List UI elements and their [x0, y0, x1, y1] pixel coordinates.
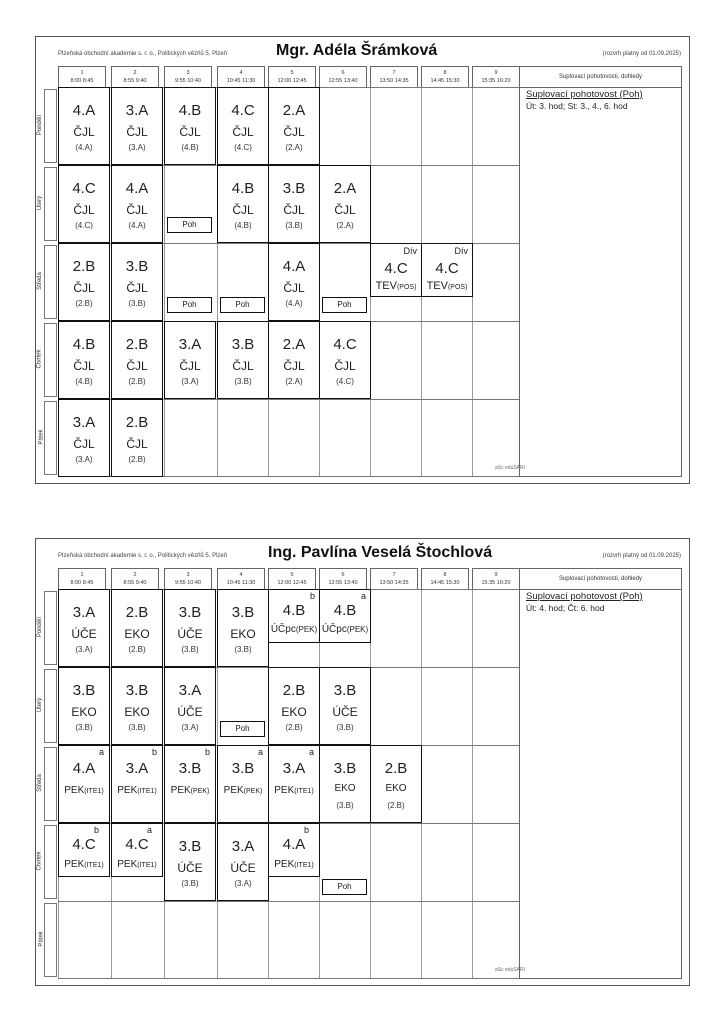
lesson-thu-5[interactable]: b 4.A PEK(ITE1) — [268, 823, 320, 877]
supervision-column — [519, 87, 682, 477]
lesson-tue-1[interactable]: 3.B EKO (3.B) — [58, 667, 110, 745]
lesson-tue-4[interactable]: 4.B ČJL (4.B) — [217, 165, 269, 243]
lesson-wed-3[interactable]: b 3.B PEK(PEK) — [164, 745, 216, 823]
lesson-mon-3[interactable]: 3.B ÚČE (3.B) — [164, 589, 216, 667]
supervision-title: Suplovací pohotovost (Poh) — [526, 89, 643, 100]
period-header-2: 2 8:55 9:40 — [111, 568, 159, 590]
period-header-5: 5 12:00 12:45 — [268, 66, 316, 88]
lesson-wed-2[interactable]: 3.B ČJL (3.B) — [111, 243, 163, 321]
lesson-wed-8[interactable]: Dív 4.C TEV(POS) — [421, 243, 473, 297]
lesson-thu-2[interactable]: a 4.C PEK(ITE1) — [111, 823, 163, 877]
lesson-thu-4[interactable]: 3.B ČJL (3.B) — [217, 321, 269, 399]
lesson-thu-3[interactable]: 3.A ČJL (3.A) — [164, 321, 216, 399]
lesson-wed-6[interactable]: 3.B EKO (3.B) — [319, 745, 371, 823]
lesson-tue-2[interactable]: 4.A ČJL (4.A) — [111, 165, 163, 243]
poh-wed-3[interactable]: Poh — [167, 297, 212, 313]
supervision-column — [519, 589, 682, 979]
period-header-5: 5 12:00 12:45 — [268, 568, 316, 590]
lesson-mon-1[interactable]: 4.A ČJL (4.A) — [58, 87, 110, 165]
period-header-8: 8 14:45 15:30 — [421, 66, 469, 88]
lesson-wed-1[interactable]: a 4.A PEK(ITE1) — [58, 745, 110, 823]
day-tuesday — [44, 167, 57, 241]
school-name: Plzeňská obchodní akademie s. r. o., Politických vězňů 5, Plzeň — [58, 553, 228, 559]
valid-from: (rozvrh platný od 01.09.2025) — [602, 553, 681, 559]
lesson-wed-7[interactable]: 2.B EKO (2.B) — [370, 745, 422, 823]
valid-from: (rozvrh platný od 01.09.2025) — [602, 51, 681, 57]
lesson-thu-1[interactable]: b 4.C PEK(ITE1) — [58, 823, 110, 877]
teacher-name: Ing. Pavlína Veselá Štochlová — [268, 544, 493, 561]
lesson-fri-1[interactable]: 3.A ČJL (3.A) — [58, 399, 110, 477]
lesson-tue-5[interactable]: 3.B ČJL (3.B) — [268, 165, 320, 243]
lesson-wed-4[interactable]: a 3.B PEK(PEK) — [217, 745, 269, 823]
day-label-tuesday: Úterý — [37, 697, 44, 713]
supervision-header: Suplovací pohotovosti, dohledy — [519, 568, 682, 590]
lesson-mon-5[interactable]: b 4.B ÚČpc(PEK) — [268, 589, 320, 643]
day-monday — [44, 89, 57, 163]
lesson-thu-6[interactable]: 4.C ČJL (4.C) — [319, 321, 371, 399]
day-label-monday: Pondělí — [37, 616, 44, 638]
lesson-wed-5[interactable]: a 3.A PEK(ITE1) — [268, 745, 320, 823]
lesson-wed-7[interactable]: Dív 4.C TEV(POS) — [370, 243, 422, 297]
lesson-mon-2[interactable]: 2.B EKO (2.B) — [111, 589, 163, 667]
day-friday — [44, 903, 57, 977]
poh-thu-6[interactable]: Poh — [322, 879, 367, 895]
lesson-tue-1[interactable]: 4.C ČJL (4.C) — [58, 165, 110, 243]
day-wednesday — [44, 747, 57, 821]
day-friday — [44, 401, 57, 475]
day-label-wednesday: Středa — [36, 774, 43, 792]
supervision-title: Suplovací pohotovost (Poh) — [526, 591, 643, 602]
supervision-text: Út: 3. hod; St: 3., 4., 6. hod — [526, 101, 628, 111]
lesson-wed-5[interactable]: 4.A ČJL (4.A) — [268, 243, 320, 321]
poh-tue-4[interactable]: Poh — [220, 721, 265, 737]
teacher-name: Mgr. Adéla Šrámková — [276, 42, 438, 59]
lesson-thu-5[interactable]: 2.A ČJL (2.A) — [268, 321, 320, 399]
timetable-sheet-sramkova — [35, 36, 690, 484]
period-header-7: 7 13:50 14:35 — [370, 66, 418, 88]
asc-logo: aSc eduSARI — [495, 967, 526, 973]
day-thursday — [44, 323, 57, 397]
period-header-3: 3 9:55 10:40 — [164, 568, 212, 590]
lesson-thu-1[interactable]: 4.B ČJL (4.B) — [58, 321, 110, 399]
period-header-3: 3 9:55 10:40 — [164, 66, 212, 88]
asc-logo: aSc eduSARI — [495, 465, 526, 471]
timetable-grid — [58, 87, 526, 477]
lesson-mon-4[interactable]: 3.B EKO (3.B) — [217, 589, 269, 667]
day-label-thursday: Čtvrtek — [36, 349, 43, 369]
day-label-tuesday: Úterý — [37, 195, 44, 211]
lesson-tue-5[interactable]: 2.B EKO (2.B) — [268, 667, 320, 745]
poh-tue-3[interactable]: Poh — [167, 217, 212, 233]
lesson-thu-4[interactable]: 3.A ÚČE (3.A) — [217, 823, 269, 901]
day-label-monday: Pondělí — [37, 114, 44, 136]
day-monday — [44, 591, 57, 665]
lesson-wed-2[interactable]: b 3.A PEK(ITE1) — [111, 745, 163, 823]
lesson-tue-6[interactable]: 2.A ČJL (2.A) — [319, 165, 371, 243]
poh-wed-4[interactable]: Poh — [220, 297, 265, 313]
lesson-tue-2[interactable]: 3.B EKO (3.B) — [111, 667, 163, 745]
day-label-wednesday: Středa — [36, 272, 43, 290]
day-label-thursday: Čtvrtek — [36, 851, 43, 871]
lesson-tue-6[interactable]: 3.B ÚČE (3.B) — [319, 667, 371, 745]
period-header-9: 9 15:35 16:20 — [472, 568, 520, 590]
period-header-2: 2 8:55 9:40 — [111, 66, 159, 88]
day-thursday — [44, 825, 57, 899]
period-header-1: 1 8:00 8:45 — [58, 568, 106, 590]
day-tuesday — [44, 669, 57, 743]
lesson-wed-1[interactable]: 2.B ČJL (2.B) — [58, 243, 110, 321]
lesson-thu-2[interactable]: 2.B ČJL (2.B) — [111, 321, 163, 399]
period-header-6: 6 12:55 13:40 — [319, 66, 367, 88]
supervision-header: Suplovací pohotovosti, dohledy — [519, 66, 682, 88]
day-wednesday — [44, 245, 57, 319]
period-header-7: 7 13:50 14:35 — [370, 568, 418, 590]
lesson-mon-1[interactable]: 3.A ÚČE (3.A) — [58, 589, 110, 667]
lesson-thu-3[interactable]: 3.B ÚČE (3.B) — [164, 823, 216, 901]
day-label-friday: Pátek — [38, 931, 45, 947]
supervision-text: Út: 4. hod; Čt: 6. hod — [526, 603, 605, 613]
period-header-4: 4 10:45 11:30 — [217, 568, 265, 590]
period-header-4: 4 10:45 11:30 — [217, 66, 265, 88]
lesson-mon-6[interactable]: a 4.B ÚČpc(PEK) — [319, 589, 371, 643]
timetable-grid — [58, 589, 526, 979]
period-header-1: 1 8:00 8:45 — [58, 66, 106, 88]
lesson-mon-5[interactable]: 2.A ČJL (2.A) — [268, 87, 320, 165]
lesson-fri-2[interactable]: 2.B ČJL (2.B) — [111, 399, 163, 477]
lesson-mon-4[interactable]: 4.C ČJL (4.C) — [217, 87, 269, 165]
lesson-mon-2[interactable]: 3.A ČJL (3.A) — [111, 87, 163, 165]
day-label-friday: Pátek — [38, 429, 45, 445]
poh-wed-6[interactable]: Poh — [322, 297, 367, 313]
timetable-sheet-stochlova — [35, 538, 690, 986]
lesson-mon-3[interactable]: 4.B ČJL (4.B) — [164, 87, 216, 165]
period-header-8: 8 14:45 15:30 — [421, 568, 469, 590]
lesson-tue-3[interactable]: 3.A ÚČE (3.A) — [164, 667, 216, 745]
period-header-6: 6 12:55 13:40 — [319, 568, 367, 590]
school-name: Plzeňská obchodní akademie s. r. o., Politických vězňů 5, Plzeň — [58, 51, 228, 57]
period-header-9: 9 15:35 16:20 — [472, 66, 520, 88]
